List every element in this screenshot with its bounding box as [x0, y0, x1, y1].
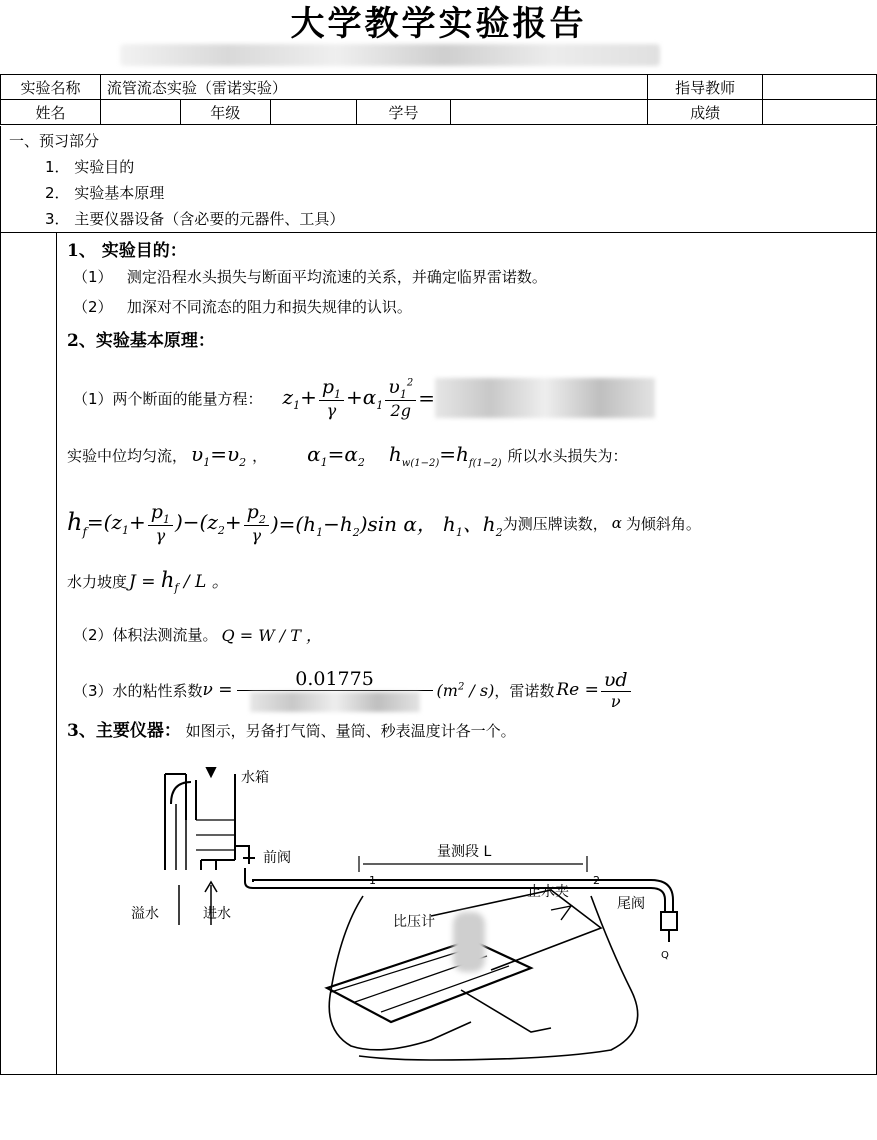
hf-symbol: $h_f$: [67, 507, 87, 539]
objective-2-number: （2）: [73, 298, 113, 316]
uniform-suffix: 所以水头损失为：: [507, 446, 628, 465]
teacher-field[interactable]: [763, 75, 877, 100]
label-overflow: 溢水: [131, 906, 159, 922]
manometer-board: [327, 940, 531, 1022]
grade-field[interactable]: [270, 100, 356, 125]
viscosity-fraction: [237, 668, 433, 712]
flow-label: （2）体积法测流量。: [73, 625, 218, 644]
hf-equation-left: $=(z_1+$: [86, 509, 146, 537]
velocity-equality: $\upsilon_1=\upsilon_2$: [191, 441, 247, 469]
reynolds-label: ，雷诺数: [494, 681, 555, 700]
objective-1-number: （1）: [73, 268, 113, 286]
hf-equation-right: )$=(h_1-h_2)\sin$ α，: [270, 511, 437, 539]
report-body: [0, 232, 877, 1075]
water-level-marker: [207, 768, 215, 776]
info-table: [0, 74, 877, 125]
student-id-label: 学号: [356, 100, 451, 125]
flow-row: [73, 620, 322, 648]
score-label: 成绩: [648, 100, 763, 125]
redacted-subtitle: [120, 44, 660, 66]
energy-equation-row: [73, 368, 655, 428]
label-measure-section: 量测段 L: [437, 844, 492, 860]
viscosity-units: $(m^2 / s)$: [436, 680, 495, 700]
flow-formula: Q = W / T ，: [221, 625, 323, 645]
fraction-v1-2g: $\frac{\upsilon_1^2}{2g}$: [385, 376, 416, 421]
alpha-equality: $\alpha_1=\alpha_2$: [307, 441, 365, 469]
objective-1: [73, 266, 547, 287]
preview-section: [0, 126, 877, 233]
label-stop-clamp: 止水夹: [527, 884, 569, 900]
section3-text: 如图示，另备打气筒、量筒、秒表温度计各一个。: [185, 722, 516, 740]
label-tank: 水箱: [241, 770, 269, 786]
label-front-valve: 前阀: [263, 850, 291, 866]
alpha1: $+\alpha_1$: [346, 384, 384, 412]
drain-pipes: [176, 804, 186, 870]
experiment-name: 流管流态实验（雷诺实验）: [100, 75, 647, 100]
hf-note2: 为倾斜角。: [625, 514, 701, 533]
h1-h2-symbols: $h_1$、$h_2$: [442, 511, 503, 539]
section3-heading: 3、主要仪器：: [67, 721, 181, 741]
head-loss-equality: $h_{w(1-2)}=h_{f(1-2)}$: [388, 441, 502, 469]
column-divider: [56, 232, 57, 1074]
apparatus-diagram: [131, 760, 691, 1070]
fraction-p2-gamma: $\frac{p_2}{\gamma}$: [244, 501, 269, 546]
preview-item: 1． 实验目的: [45, 158, 135, 176]
report-title: 大学教学实验报告: [290, 4, 587, 44]
tank-baffles: [196, 820, 235, 850]
hf-equation-mid: )$-(z_2+$: [174, 509, 242, 537]
name-field[interactable]: [100, 100, 180, 125]
overflow-pipe: [186, 774, 196, 820]
uniform-flow-row: 实验中位均匀流， $\upsilon_1=\upsilon_2$ ， $\alpha_1=\alpha_2$ $h_{w(1-2)}=h_{f(1-2)}$ 所以水头损失为：: [67, 441, 628, 469]
overflow-bend: [171, 782, 191, 804]
objective-1-text: 测定沿程水头损失与断面平均流速的关系，并确定临界雷诺数。: [126, 268, 547, 286]
hf-note: 为测压牌读数，: [502, 514, 608, 533]
score-field[interactable]: [763, 100, 877, 125]
energy-label: （1）两个断面的能量方程：: [73, 389, 263, 408]
experiment-name-label: 实验名称: [1, 75, 101, 100]
student-id-field[interactable]: [451, 100, 648, 125]
main-pipe-bottom: [253, 880, 673, 912]
equation-energy: $z_1+$: [282, 384, 317, 412]
front-valve-riser: [235, 846, 249, 864]
preview-item: 3． 主要仪器设备（含必要的元器件、工具）: [45, 210, 345, 228]
fraction-p1-gamma-2: $\frac{p_1}{\gamma}$: [148, 501, 173, 546]
alpha-symbol: α: [611, 514, 622, 532]
viscosity-label: （3）水的粘性系数: [73, 681, 203, 700]
viscosity-numerator: 0.01775: [237, 668, 433, 691]
section3-row: [67, 716, 516, 741]
tank-bottom: [201, 860, 235, 870]
preview-heading: 一、预习部分: [9, 132, 100, 150]
objective-2-text: 加深对不同流态的阻力和损失规律的认识。: [126, 298, 412, 316]
label-q: Q: [661, 950, 669, 961]
grade-label: 年级: [180, 100, 270, 125]
redacted-blob: [453, 912, 485, 972]
viscosity-row: [73, 662, 633, 718]
tail-valve: [661, 912, 677, 930]
label-tail-valve: 尾阀: [617, 896, 645, 912]
fraction-p1-gamma: $\frac{p_1}{\gamma}$: [319, 376, 344, 421]
main-pipe-top: [245, 868, 665, 912]
section2-heading: 2、实验基本原理：: [67, 331, 215, 351]
teacher-label: 指导教师: [648, 75, 763, 100]
equals-sign: =: [418, 386, 435, 410]
label-point-1: 1: [369, 874, 376, 887]
reynolds-symbol: Re =: [556, 680, 599, 700]
slope-label: 水力坡度: [67, 572, 128, 591]
slope-row: [67, 566, 229, 596]
objective-2: [73, 296, 412, 317]
redacted-equation: [435, 378, 655, 418]
label-point-2: 2: [593, 874, 600, 887]
slope-formula: $J = h_f / L$ 。: [129, 568, 229, 595]
label-inflow: 进水: [203, 906, 231, 922]
redacted-denominator: [250, 692, 420, 712]
uniform-prefix: 实验中位均匀流，: [67, 446, 188, 465]
preview-item: 2． 实验基本原理: [45, 184, 165, 202]
stop-clamp: [551, 906, 571, 920]
label-manometer: 比压计: [393, 914, 435, 930]
section1-heading: 1、 实验目的：: [67, 241, 187, 261]
hf-equation-row: [67, 494, 701, 552]
nu-symbol: ν =: [202, 680, 233, 700]
name-label: 姓名: [1, 100, 101, 125]
reynolds-fraction: $\frac{\upsilon d}{\nu}$: [601, 669, 631, 711]
support-leg: [461, 990, 551, 1032]
